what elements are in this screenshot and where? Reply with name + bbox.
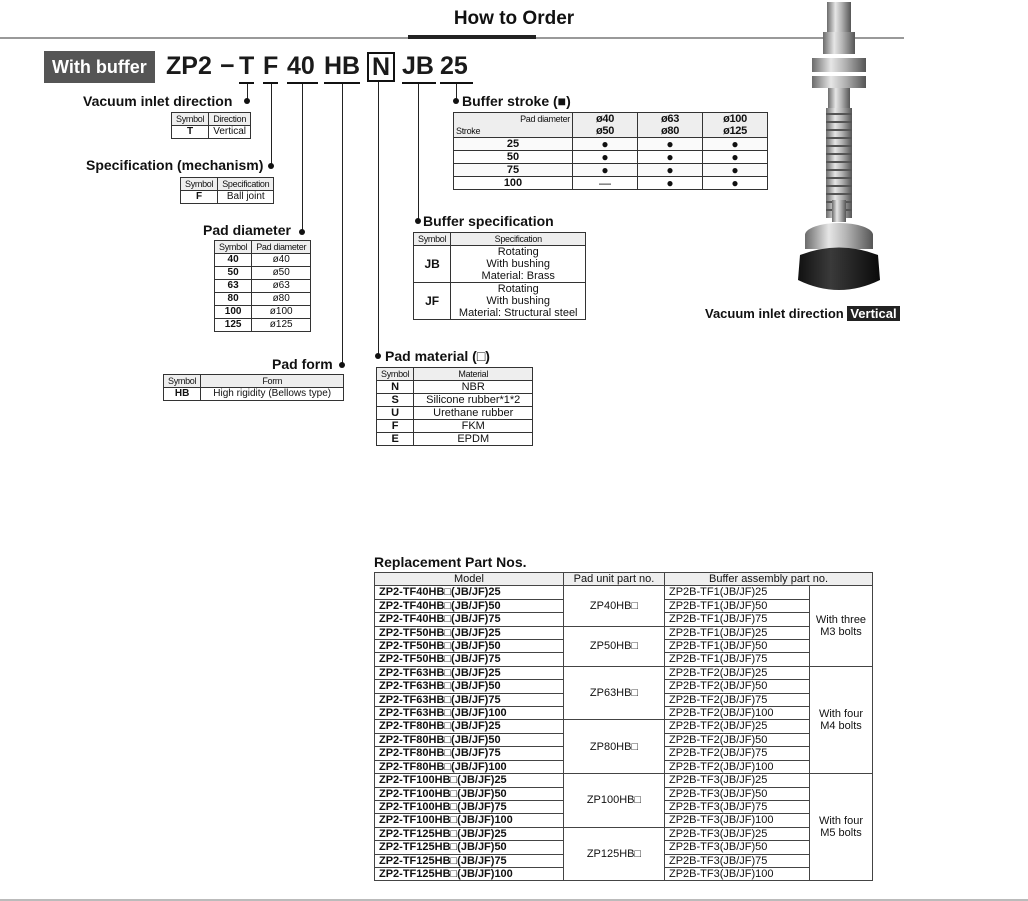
page-title: How to Order (453, 8, 575, 29)
symbol-cell: F (377, 420, 414, 433)
buffer-assembly-cell: ZP2B-TF2(JB/JF)100 (665, 760, 810, 773)
stroke-cell: 50 (454, 151, 573, 164)
pad-unit-cell: ZP50HB□ (564, 626, 665, 666)
leader-dot-diameter (299, 229, 305, 235)
nut-lower (812, 76, 866, 88)
model-cell: ZP2-TF40HB□(JB/JF)50 (375, 599, 564, 612)
model-cell: ZP2-TF63HB□(JB/JF)75 (375, 693, 564, 706)
value-cell: Ball joint (218, 191, 274, 204)
pad-diameter-table (214, 240, 311, 332)
symbol-cell: S (377, 394, 414, 407)
col-header: Pad unit part no. (564, 573, 665, 586)
model-cell: ZP2-TF125HB□(JB/JF)50 (375, 841, 564, 854)
pad-unit-cell: ZP125HB□ (564, 827, 665, 881)
table-row (375, 774, 873, 787)
rubber-pad (798, 248, 880, 291)
buffer-assembly-cell: ZP2B-TF3(JB/JF)25 (665, 774, 810, 787)
code-stroke: 25 (440, 52, 468, 80)
model-cell: ZP2-TF100HB□(JB/JF)50 (375, 787, 564, 800)
buffer-assembly-cell: ZP2B-TF1(JB/JF)75 (665, 613, 810, 626)
symbol-cell: HB (164, 388, 201, 401)
leader-spec (271, 84, 272, 166)
col-header: Model (375, 573, 564, 586)
code-material-box: N (367, 52, 395, 82)
pad-unit-cell: ZP100HB□ (564, 774, 665, 828)
leader-dot-buffer-spec (415, 218, 421, 224)
symbol-cell: JB (414, 246, 451, 283)
model-cell: ZP2-TF80HB□(JB/JF)75 (375, 747, 564, 760)
value-cell: Silicone rubber*1*2 (414, 394, 533, 407)
availability-cell: ● (573, 151, 638, 164)
col-header: ø63 ø80 (638, 113, 703, 138)
bolt-note-cell (810, 774, 873, 881)
buffer-assembly-cell: ZP2B-TF2(JB/JF)25 (665, 666, 810, 679)
leader-dot-material (375, 353, 381, 359)
code-buffer-spec: JB (402, 52, 434, 80)
corner-cell (454, 113, 573, 138)
table-row (375, 626, 873, 639)
symbol-cell: F (181, 191, 218, 204)
leader-buffer-spec (418, 84, 419, 222)
leader-material (378, 82, 379, 357)
value-cell: EPDM (414, 433, 533, 446)
symbol-cell: 80 (215, 293, 252, 306)
col-header: Form (201, 375, 344, 388)
value-cell: High rigidity (Bellows type) (201, 388, 344, 401)
leader-dot-inlet (244, 98, 250, 104)
top-fitting (827, 2, 851, 32)
col-header: ø100 ø125 (703, 113, 768, 138)
col-header: Direction (209, 113, 251, 126)
table-row (375, 720, 873, 733)
model-cell: ZP2-TF80HB□(JB/JF)100 (375, 760, 564, 773)
underline-buffer-spec (402, 82, 436, 84)
buffer-assembly-cell: ZP2B-TF1(JB/JF)50 (665, 599, 810, 612)
leader-dot-form (339, 362, 345, 368)
buffer-assembly-cell: ZP2B-TF2(JB/JF)50 (665, 733, 810, 746)
model-cell: ZP2-TF125HB□(JB/JF)100 (375, 867, 564, 880)
buffer-stroke-table (453, 112, 768, 190)
symbol-cell: 100 (215, 306, 252, 319)
table-row (375, 827, 873, 840)
specification-label: Specification (mechanism) (86, 157, 264, 173)
buffer-assembly-cell: ZP2B-TF3(JB/JF)75 (665, 800, 810, 813)
symbol-cell: U (377, 407, 414, 420)
pad-diameter-label: Pad diameter (203, 222, 291, 238)
bolt-note-cell (810, 586, 873, 666)
pad-material-table (376, 367, 533, 446)
code-dash: − (220, 52, 235, 80)
availability-cell: ● (573, 164, 638, 177)
table-row (375, 666, 873, 679)
replacement-table (374, 572, 873, 881)
code-diameter: 40 (287, 52, 315, 80)
buffer-assembly-cell: ZP2B-TF3(JB/JF)50 (665, 787, 810, 800)
value-cell: ø80 (252, 293, 311, 306)
table-row (375, 586, 873, 599)
buffer-assembly-cell: ZP2B-TF3(JB/JF)50 (665, 841, 810, 854)
symbol-cell: 40 (215, 254, 252, 267)
col-header: Symbol (164, 375, 201, 388)
buffer-assembly-cell: ZP2B-TF3(JB/JF)100 (665, 867, 810, 880)
code-spec: F (263, 52, 279, 80)
bolt-note-line: With four (818, 814, 863, 827)
model-cell: ZP2-TF50HB□(JB/JF)75 (375, 653, 564, 666)
symbol-cell: 63 (215, 280, 252, 293)
value-cell: Urethane rubber (414, 407, 533, 420)
symbol-cell: E (377, 433, 414, 446)
value-cell: NBR (414, 381, 533, 394)
availability-cell: ● (638, 177, 703, 190)
nut-upper (812, 58, 866, 72)
buffer-assembly-cell: ZP2B-TF3(JB/JF)100 (665, 814, 810, 827)
pad-adapter-body (805, 235, 873, 249)
bolt-note-line: With four (818, 707, 863, 720)
model-cell: ZP2-TF40HB□(JB/JF)75 (375, 613, 564, 626)
collar (828, 88, 850, 108)
model-cell: ZP2-TF100HB□(JB/JF)75 (375, 800, 564, 813)
availability-cell: ● (573, 138, 638, 151)
buffer-stroke-label: Buffer stroke (■) (462, 93, 571, 109)
value-cell: Rotating With bushing Material: Brass (451, 246, 586, 283)
col-header: Symbol (215, 241, 252, 254)
availability-cell: ● (703, 138, 768, 151)
col-header: Symbol (414, 233, 451, 246)
leader-form (342, 84, 343, 365)
code-series: ZP2 (166, 52, 212, 80)
symbol-cell: JF (414, 283, 451, 320)
buffer-assembly-cell: ZP2B-TF2(JB/JF)100 (665, 707, 810, 720)
pad-form-table (163, 374, 344, 401)
model-cell: ZP2-TF125HB□(JB/JF)75 (375, 854, 564, 867)
pad-unit-cell: ZP80HB□ (564, 720, 665, 774)
stroke-cell: 75 (454, 164, 573, 177)
caption-text: Vacuum inlet direction (705, 306, 844, 321)
availability-cell: — (573, 177, 638, 190)
model-cell: ZP2-TF125HB□(JB/JF)25 (375, 827, 564, 840)
bolt-note-line: M5 bolts (820, 827, 862, 840)
model-cell: ZP2-TF50HB□(JB/JF)50 (375, 640, 564, 653)
model-cell: ZP2-TF63HB□(JB/JF)25 (375, 666, 564, 679)
specification-table (180, 177, 274, 204)
availability-cell: ● (638, 151, 703, 164)
value-cell: ø100 (252, 306, 311, 319)
caption-badge: Vertical (847, 306, 899, 321)
bolt-note-line: M3 bolts (820, 626, 862, 639)
model-cell: ZP2-TF100HB□(JB/JF)25 (375, 774, 564, 787)
symbol-cell: T (172, 126, 209, 139)
corner-top: Pad diameter (520, 114, 570, 124)
buffer-assembly-cell: ZP2B-TF1(JB/JF)25 (665, 626, 810, 639)
value-cell: ø50 (252, 267, 311, 280)
col-header: ø40 ø50 (573, 113, 638, 138)
model-cell: ZP2-TF50HB□(JB/JF)25 (375, 626, 564, 639)
leader-diameter (302, 84, 303, 232)
upper-body (823, 32, 855, 54)
pad-material-label: Pad material (□) (385, 348, 490, 364)
availability-cell: ● (703, 151, 768, 164)
model-cell: ZP2-TF100HB□(JB/JF)100 (375, 814, 564, 827)
with-buffer-badge: With buffer (44, 51, 155, 83)
shaft (832, 200, 846, 222)
pad-unit-cell: ZP40HB□ (564, 586, 665, 626)
stroke-cell: 100 (454, 177, 573, 190)
value-cell: Rotating With bushing Material: Structural steel (451, 283, 586, 320)
buffer-assembly-cell: ZP2B-TF1(JB/JF)50 (665, 640, 810, 653)
bolt-note-cell (810, 666, 873, 773)
col-header: Buffer assembly part no. (665, 573, 873, 586)
buffer-assembly-cell: ZP2B-TF1(JB/JF)25 (665, 586, 810, 599)
vacuum-pad-illustration (790, 0, 900, 300)
bolt-note-line: With three (815, 613, 867, 626)
code-form: HB (324, 52, 361, 80)
corner-bottom: Stroke (456, 126, 481, 136)
value-cell: ø63 (252, 280, 311, 293)
col-header: Pad diameter (252, 241, 311, 254)
model-cell: ZP2-TF80HB□(JB/JF)25 (375, 720, 564, 733)
col-header: Symbol (172, 113, 209, 126)
availability-cell: ● (703, 164, 768, 177)
symbol-cell: 125 (215, 319, 252, 332)
stroke-cell: 25 (454, 138, 573, 151)
col-header: Specification (218, 178, 274, 191)
buffer-assembly-cell: ZP2B-TF3(JB/JF)25 (665, 827, 810, 840)
value-cell: Vertical (209, 126, 251, 139)
symbol-cell: 50 (215, 267, 252, 280)
availability-cell: ● (703, 177, 768, 190)
buffer-assembly-cell: ZP2B-TF2(JB/JF)25 (665, 720, 810, 733)
buffer-spec-label: Buffer specification (423, 213, 554, 229)
leader-dot-stroke (453, 98, 459, 104)
col-header: Symbol (181, 178, 218, 191)
value-cell: ø40 (252, 254, 311, 267)
value-cell: ø125 (252, 319, 311, 332)
inlet-direction-label: Vacuum inlet direction (83, 93, 233, 109)
code-inlet: T (239, 52, 255, 80)
col-header: Symbol (377, 368, 414, 381)
buffer-assembly-cell: ZP2B-TF1(JB/JF)75 (665, 653, 810, 666)
buffer-assembly-cell: ZP2B-TF2(JB/JF)75 (665, 747, 810, 760)
buffer-assembly-cell: ZP2B-TF3(JB/JF)75 (665, 854, 810, 867)
model-cell: ZP2-TF63HB□(JB/JF)50 (375, 680, 564, 693)
symbol-cell: N (377, 381, 414, 394)
availability-cell: ● (638, 138, 703, 151)
inlet-direction-table (171, 112, 251, 139)
pad-unit-cell: ZP63HB□ (564, 666, 665, 720)
buffer-spec-table (413, 232, 586, 320)
buffer-assembly-cell: ZP2B-TF2(JB/JF)75 (665, 693, 810, 706)
title-rule-accent (408, 35, 536, 39)
leader-dot-spec (268, 163, 274, 169)
value-cell: FKM (414, 420, 533, 433)
model-cell: ZP2-TF63HB□(JB/JF)100 (375, 707, 564, 720)
col-header: Specification (451, 233, 586, 246)
model-cell: ZP2-TF40HB□(JB/JF)25 (375, 586, 564, 599)
pad-form-label: Pad form (272, 356, 333, 372)
availability-cell: ● (638, 164, 703, 177)
buffer-assembly-cell: ZP2B-TF2(JB/JF)50 (665, 680, 810, 693)
model-cell: ZP2-TF80HB□(JB/JF)50 (375, 733, 564, 746)
bolt-note-line: M4 bolts (820, 719, 862, 732)
col-header: Material (414, 368, 533, 381)
replacement-title: Replacement Part Nos. (374, 554, 527, 570)
photo-caption (705, 306, 900, 321)
